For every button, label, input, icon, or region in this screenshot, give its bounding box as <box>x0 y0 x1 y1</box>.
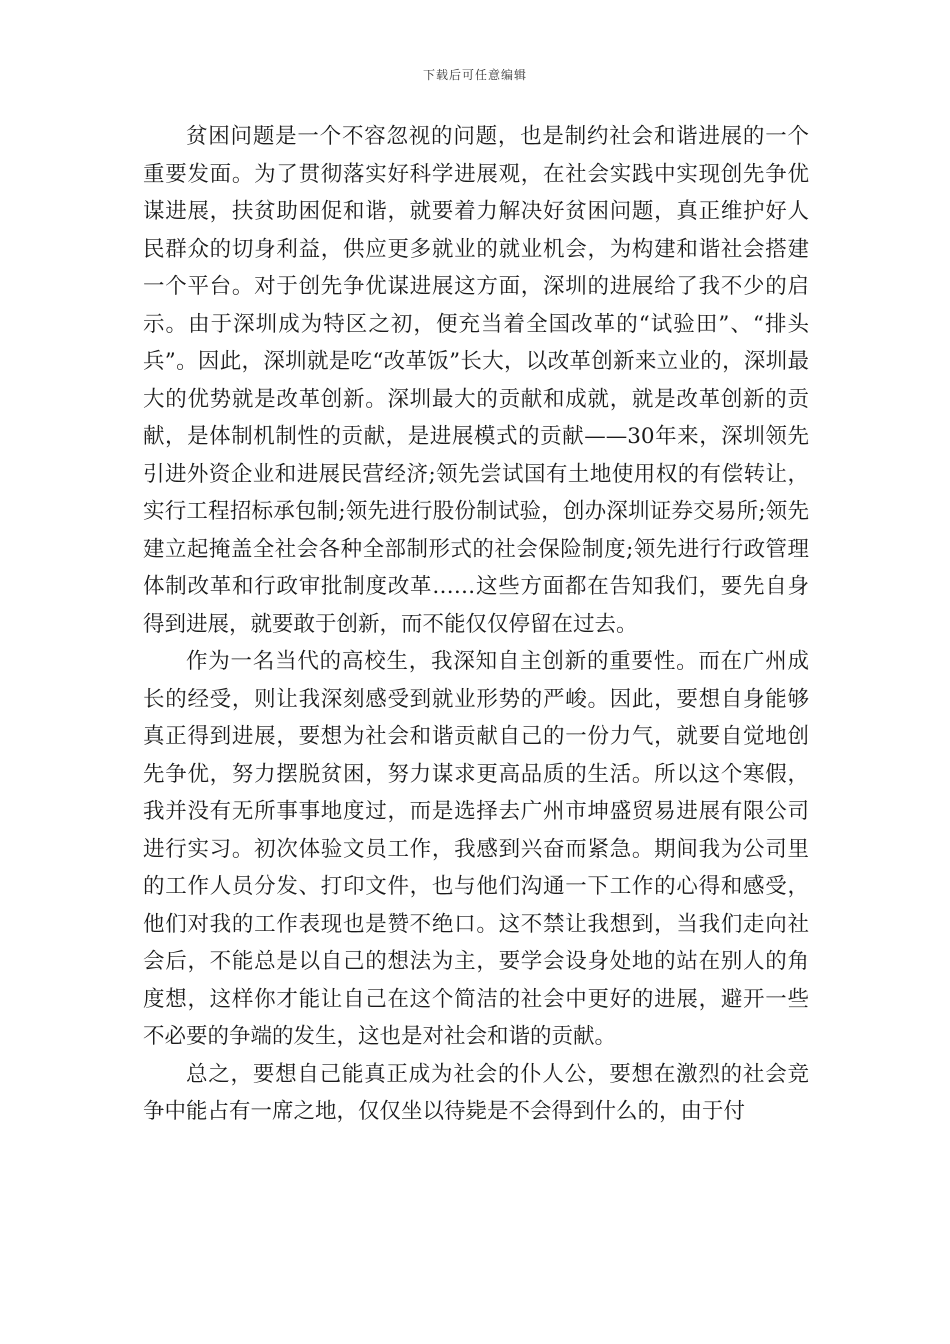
header-note: 下载后可任意编辑 <box>422 68 527 82</box>
paragraph-3: 总之，要想自己能真正成为社会的仆人公，要想在激烈的社会竞争中能占有一席之地，仅仅坐以待毙是不会得到什么的，由于付 <box>143 1061 809 1124</box>
paragraph-2: 作为一名当代的高校生，我深知自主创新的重要性。而在广州成长的经受，则让我深刻感受到就业形势的严峻。因此，要想自身能够真正得到进展，要想为社会和谐贡献自己的一份力气，就要自觉地创先争优，努力摆脱贫困，努力谋求更高品质的生活。所以这个寒假，我并没有无所事事地度过，而是选择去广州市坤盛贸易进展有限公司进行实习。初次体验文员工作，我感到兴奋而紧急。期间我为公司里的工作人员分发、打印文件，也与他们沟通一下工作的心得和感受，他们对我的工作表现也是赞不绝口。这不禁让我想到，当我们走向社会后，不能总是以自己的想法为主，要学会设身处地的站在别人的角度想，这样你才能让自己在这个简洁的社会中更好的进展，避开一些不必要的争端的发生，这也是对社会和谐的贡献。 <box>143 649 809 1049</box>
paragraph-1: 贫困问题是一个不容忽视的问题，也是制约社会和谐进展的一个重要发面。为了贯彻落实好科学进展观，在社会实践中实现创先争优谋进展，扶贫助困促和谐，就要着力解决好贫困问题，真正维护好人民群众的切身利益，供应更多就业的就业机会，为构建和谐社会搭建一个平台。对于创先争优谋进展这方面，深圳的进展给了我不少的启示。由于深圳成为特区之初，便充当着全国改革的“试验田”、“排头兵”。因此，深圳就是吃“改革饭”长大，以改革创新来立业的，深圳最大的优势就是改革创新。深圳最大的贡献和成就，就是改革创新的贡献，是体制机制性的贡献，是进展模式的贡献——30年来，深圳领先引进外资企业和进展民营经济;领先尝试国有土地使用权的有偿转让，实行工程招标承包制;领先进行股份制试验，创办深圳证券交易所;领先建立起掩盖全社会各种全部制形式的社会保险制度;领先进行行政管理体制改革和行政审批制度改革……这些方面都在告知我们，要先自身得到进展，就要敢于创新，而不能仅仅停留在过去。 <box>143 124 809 637</box>
document-body <box>143 118 809 1131</box>
